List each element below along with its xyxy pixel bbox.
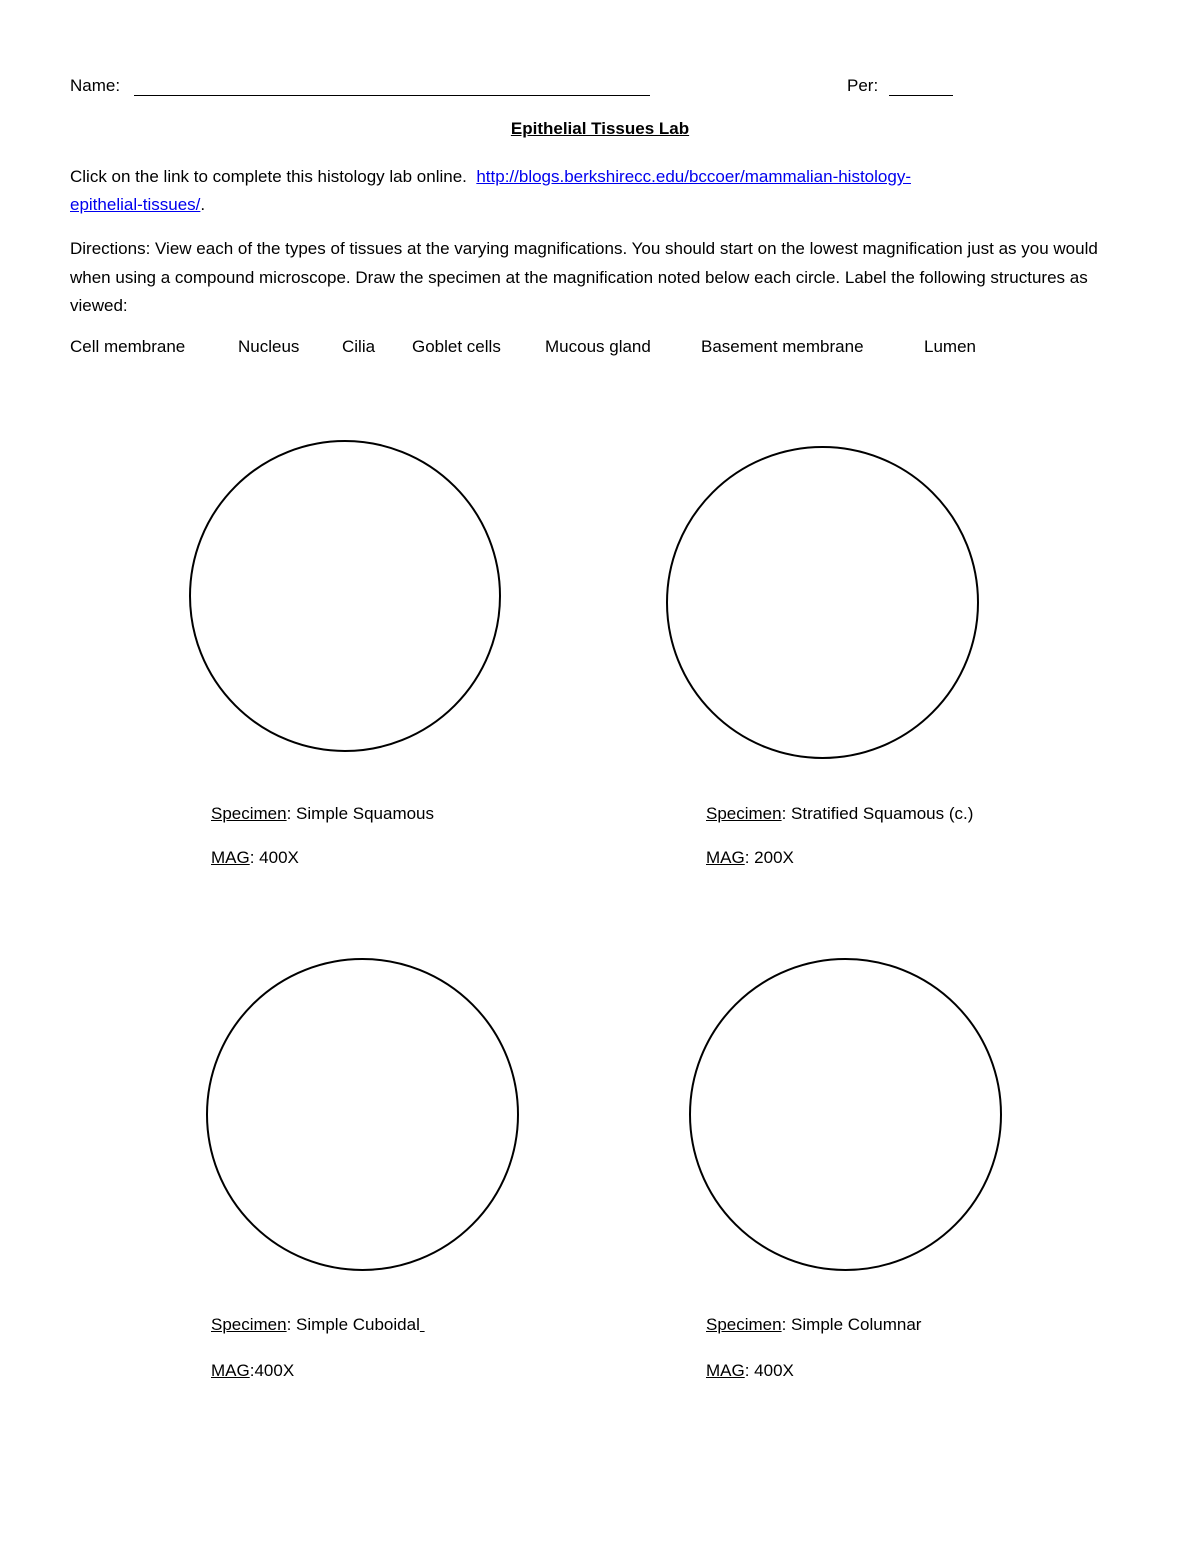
structure-cilia: Cilia xyxy=(342,337,376,356)
mag-caption-4 xyxy=(706,1361,794,1381)
specimen-value: : Simple Cuboidal xyxy=(286,1315,420,1334)
mag-value: :400X xyxy=(249,1361,295,1380)
mag-caption-1 xyxy=(211,848,299,868)
drawing-circle-simple-cuboidal[interactable] xyxy=(206,958,519,1271)
structure-goblet-cells: Goblet cells xyxy=(412,337,501,356)
mag-key: MAG xyxy=(706,848,745,867)
specimen-key: Specimen xyxy=(211,1315,287,1334)
specimen-caption-4 xyxy=(706,1315,921,1335)
intro-trailing-period: . xyxy=(200,195,206,214)
specimen-key: Specimen xyxy=(706,1315,782,1334)
drawing-circle-simple-columnar[interactable] xyxy=(689,958,1002,1271)
intro-text: Click on the link to complete this histology lab online. xyxy=(70,167,467,186)
mag-value: : 400X xyxy=(249,848,299,867)
directions-paragraph: Directions: View each of the types of tissues at the varying magnifications. You should start on the lowest magnification just as you would when using a compound microscope. Draw the specimen at the magnification noted below each circle. Label the following structures as viewed: xyxy=(70,239,1098,315)
structure-cell-membrane: Cell membrane xyxy=(70,337,186,356)
specimen-caption-3 xyxy=(211,1315,425,1335)
specimen-value: : Simple Columnar xyxy=(781,1315,922,1334)
histology-link-part2[interactable]: epithelial-tissues/ xyxy=(70,195,201,214)
specimen-caption-2 xyxy=(706,804,973,824)
specimen-key: Specimen xyxy=(211,804,287,823)
structure-mucous-gland: Mucous gland xyxy=(545,337,651,356)
specimen-value: : Simple Squamous xyxy=(286,804,435,823)
drawing-circle-stratified-squamous[interactable] xyxy=(666,446,979,759)
mag-caption-3 xyxy=(211,1361,294,1381)
specimen-caption-1 xyxy=(211,804,434,824)
drawing-circle-simple-squamous[interactable] xyxy=(189,440,501,752)
histology-link-part1[interactable]: http://blogs.berkshirecc.edu/bccoer/mammalian-histology- xyxy=(476,167,911,186)
specimen-value: : Stratified Squamous (c.) xyxy=(781,804,974,823)
name-field-line[interactable] xyxy=(134,95,650,96)
mag-key: MAG xyxy=(211,1361,250,1380)
trailing-underline-space xyxy=(420,1315,425,1334)
mag-key: MAG xyxy=(211,848,250,867)
page-title: Epithelial Tissues Lab xyxy=(510,119,690,138)
structure-nucleus: Nucleus xyxy=(238,337,300,356)
period-field-line[interactable] xyxy=(889,95,953,96)
specimen-key: Specimen xyxy=(706,804,782,823)
intro-paragraph xyxy=(70,163,1130,219)
period-label: Per: xyxy=(847,76,879,95)
mag-key: MAG xyxy=(706,1361,745,1380)
mag-value: : 200X xyxy=(744,848,794,867)
mag-caption-2 xyxy=(706,848,794,868)
structure-basement-membrane: Basement membrane xyxy=(701,337,864,356)
structure-lumen: Lumen xyxy=(924,337,976,356)
name-label: Name: xyxy=(70,76,121,95)
mag-value: : 400X xyxy=(744,1361,794,1380)
